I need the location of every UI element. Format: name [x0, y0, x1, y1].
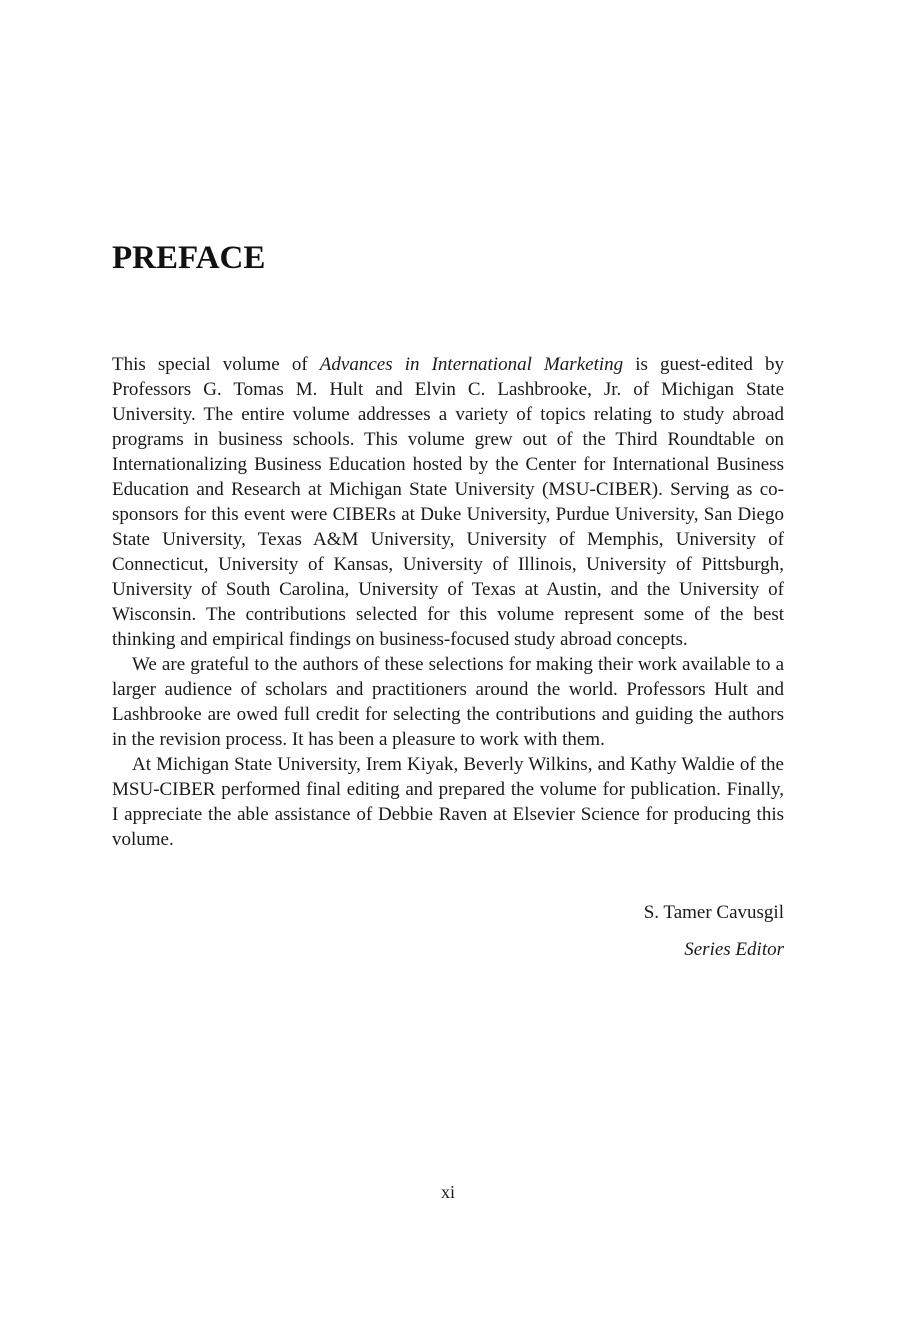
- paragraph-2: [112, 652, 784, 752]
- book-title: Advances in International Marketing: [319, 354, 624, 375]
- paragraph-2-text: We are grateful to the authors of these selections for making their work available to a larger audience of scholars and practitioners around the world. Professors Hult and Lashbrooke are owed full credit for selecting the contributions and guiding the authors in the revision process. It has been a pleasure to work with them.: [112, 654, 784, 750]
- page-title: PREFACE: [112, 240, 266, 276]
- paragraph-1-text: This special volume of: [112, 354, 320, 375]
- preface-body: [112, 352, 784, 852]
- paragraph-3-text: At Michigan State University, Irem Kiyak, Beverly Wilkins, and Kathy Waldie of the MSU-CIBER performed final editing and prepared the volume for publication. Finally, I appreciate the able assistance of Debbie Raven at Elsevier Science for producing this volume.: [112, 754, 784, 850]
- signature-block: [644, 900, 784, 963]
- paragraph-1-text-cont: is guest-edited by Professors G. Tomas M. Hult and Elvin C. Lashbrooke, Jr. of Michigan State University. The entire volume addresses a variety of topics relating to study abroad programs in business schools. This volume grew out of the Third Roundtable on Internationalizing Business Education hosted by the Center for International Business Education and Research at Michigan State University (MSU-CIBER). Serving as co-sponsors for this event were CIBERs at Duke University, Purdue University, San Diego State University, Texas A&M University, University of Memphis, University of Connecticut, University of Kansas, University of Illinois, University of Pittsburgh, University of South Carolina, University of Texas at Austin, and the University of Wisconsin. The contributions selected for this volume represent some of the best thinking and empirical findings on business-focused study abroad concepts.: [112, 354, 784, 650]
- page-number: xi: [440, 1182, 455, 1202]
- paragraph-3: [112, 752, 784, 852]
- paragraph-1: [112, 352, 784, 652]
- signature-role: Series Editor: [684, 939, 784, 960]
- signature-name: S. Tamer Cavusgil: [643, 902, 784, 923]
